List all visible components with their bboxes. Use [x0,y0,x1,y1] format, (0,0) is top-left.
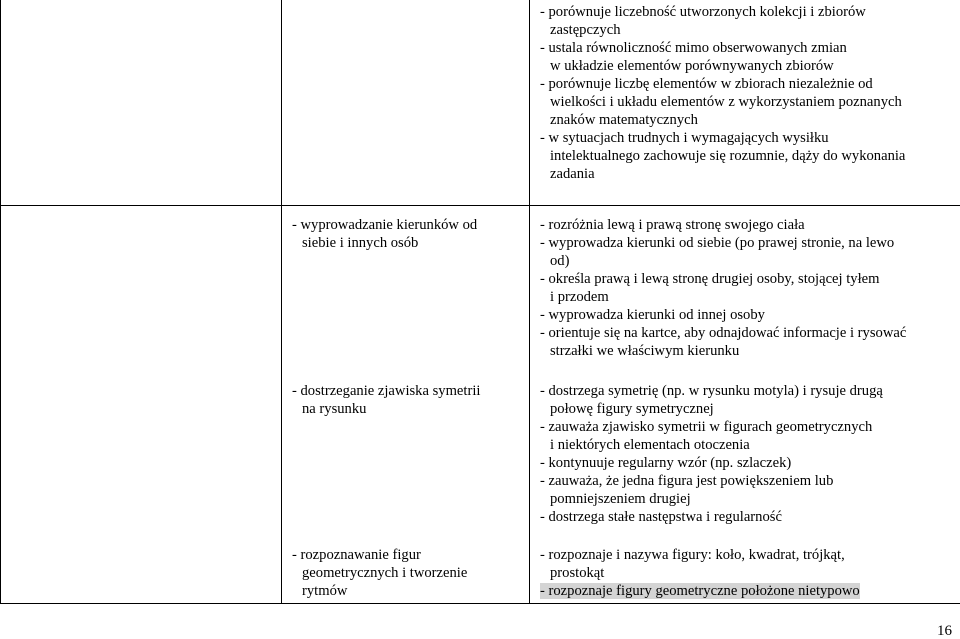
text-line: - określa prawą i lewą stronę drugiej osoby, stojącej tyłem [540,271,880,287]
text-line: - dostrzega stałe następstwa i regularność [540,509,782,525]
row-divider [0,205,960,206]
table-border-bottom [0,603,960,604]
text-line: pomniejszeniem drugiej [550,491,691,507]
top-row-outcomes [540,3,905,183]
text-line: - zauważa zjawisko symetrii w figurach geometrycznych [540,419,873,435]
outcomes-figures [540,546,860,600]
skill-directions [292,216,477,252]
text-line: wielkości i układu elementów z wykorzystaniem poznanych [550,94,902,110]
text-line: połowę figury symetrycznej [550,401,714,417]
text-line: - porównuje liczebność utworzonych kolekcji i zbiorów [540,4,866,20]
text-line: - dostrzeganie zjawiska symetrii [292,383,481,399]
text-line: i przodem [550,289,609,305]
column-divider-2 [529,0,530,604]
text-line: rytmów [302,583,348,599]
skill-figures [292,546,467,600]
text-line: od) [550,253,570,269]
outcomes-directions [540,216,906,360]
text-line: - wyprowadza kierunki od siebie (po prawej stronie, na lewo [540,235,895,251]
table-border-left [0,0,1,604]
text-line: - wyprowadza kierunki od innej osoby [540,307,765,323]
text-line: - porównuje liczbę elementów w zbiorach niezależnie od [540,76,873,92]
text-line: i niektórych elementach otoczenia [550,437,750,453]
text-line: - dostrzega symetrię (np. w rysunku motyla) i rysuje drugą [540,383,883,399]
text-line: - rozpoznawanie figur [292,547,421,563]
text-line: prostokąt [550,565,605,581]
text-line: intelektualnego zachowuje się rozumnie, dąży do wykonania [550,148,906,164]
text-line: zadania [550,166,595,182]
text-line: - w sytuacjach trudnych i wymagających wysiłku [540,130,829,146]
page-number: 16 [937,623,952,639]
text-line: na rysunku [302,401,367,417]
text-line: znaków matematycznych [550,112,698,128]
skill-symmetry [292,382,480,418]
text-line: geometrycznych i tworzenie [302,565,468,581]
text-line: w układzie elementów porównywanych zbiorów [550,58,834,74]
text-line: zastępczych [550,22,621,38]
text-line: siebie i innych osób [302,235,419,251]
highlighted-text-line: - rozpoznaje figury geometryczne położone nietypowo [540,583,860,599]
outcomes-symmetry [540,382,883,526]
text-line: - zauważa, że jedna figura jest powiększeniem lub [540,473,834,489]
text-line: - wyprowadzanie kierunków od [292,217,478,233]
text-line: strzałki we właściwym kierunku [550,343,740,359]
text-line: - orientuje się na kartce, aby odnajdować informacje i rysować [540,325,907,341]
text-line: - ustala równoliczność mimo obserwowanych zmian [540,40,847,56]
column-divider-1 [281,0,282,604]
text-line: - rozpoznaje i nazywa figury: koło, kwadrat, trójkąt, [540,547,845,563]
text-line: - rozróżnia lewą i prawą stronę swojego ciała [540,217,805,233]
text-line: - kontynuuje regularny wzór (np. szlaczek) [540,455,792,471]
